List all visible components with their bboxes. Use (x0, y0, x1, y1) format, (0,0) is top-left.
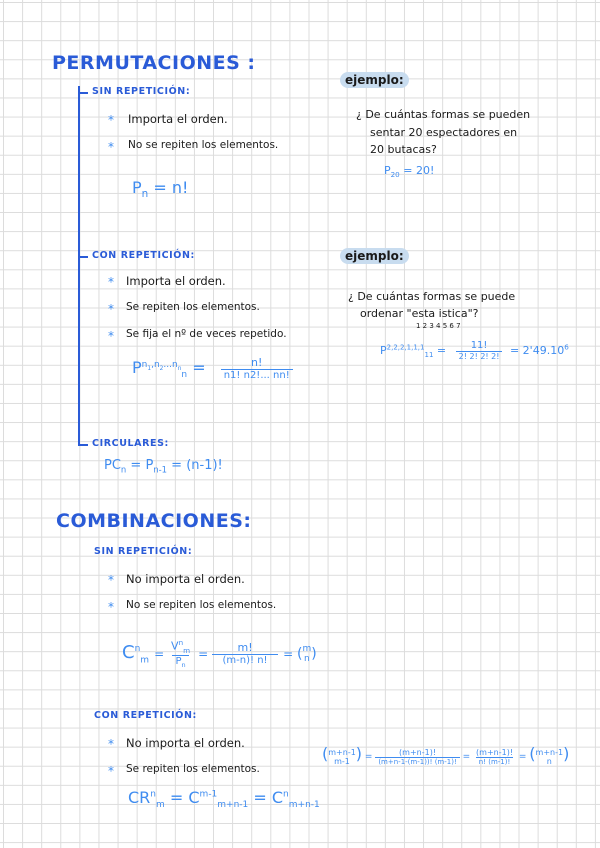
bullet-icon: * (108, 737, 114, 751)
ejemplo-1-question-3: 20 butacas? (370, 143, 437, 156)
bullet-icon: * (108, 113, 114, 127)
bullet-icon: * (108, 764, 114, 778)
ejemplo-2-label: ejemplo: (340, 248, 409, 264)
ejemplo-2-den: 2! 2! 2! 2! (456, 351, 503, 361)
ejemplo-1-question-1: ¿ De cuántas formas se pueden (356, 108, 531, 121)
branch-sin (78, 92, 88, 94)
ejemplo-1-label: ejemplo: (340, 72, 409, 88)
ejemplo-2-num: 11! (470, 340, 488, 351)
perm-sin-bullet-1: Importa el orden. (128, 112, 228, 126)
ejemplo-1-question-2: sentar 20 espectadores en (370, 126, 518, 139)
perm-con-num: n! (251, 356, 263, 369)
comb-con-bullet-2: Se repiten los elementos. (126, 763, 260, 775)
tree-line (78, 86, 80, 446)
combinaciones-title: COMBINACIONES: (56, 510, 252, 532)
ejemplo-2-question-1: ¿ De cuántas formas se puede (348, 290, 516, 303)
comb-con-side-formula: ( m+n-1 m-1 ) = $\frac{(m+n-1)!}{(m+n-1-(m-1))! (m-1)!}$ = $\frac{(m+n-1)!}{n! (m-1)!}$ = ( m+n-1 n ) (322, 744, 570, 766)
perm-circ-formula: $PC_n = P_{n-1} = (n-1)$! (104, 458, 223, 475)
bullet-icon: * (108, 140, 114, 154)
comb-sin-formula: $C^n_m$ = $\frac{V^n_m}{P_n}$ = $\frac{m!}{(m-n)! n!}$ = ( m n ) (122, 638, 317, 669)
ejemplo-2-answer: P$^{2,2,2,1,1,1}_{11}$ = $\frac{11!}{2! 2! 2! 2!}$ = $2'49.10^6$ (380, 340, 569, 361)
perm-con-bullet-2: Se repiten los elementos. (126, 301, 260, 313)
ejemplo-1-answer: $P_{20} = 20$! (384, 164, 435, 180)
perm-sin-formula: $P_n = n$! (132, 178, 189, 201)
perm-sin-label: SIN REPETICIÓN: (92, 86, 191, 97)
perm-con-den: n1! n2!... nn! (221, 369, 293, 381)
perm-con-formula: $P^{n_1,n_2...n_n}_n$ = $\frac{n!}{n1! n2!... nn!}$ (132, 356, 293, 381)
perm-circ-label: CIRCULARES: (92, 438, 169, 449)
perm-con-bullet-3: Se fija el nº de veces repetido. (126, 328, 287, 340)
branch-con (78, 256, 88, 258)
bullet-icon: * (108, 573, 114, 587)
bullet-icon: * (108, 329, 114, 343)
perm-con-label: CON REPETICIÓN: (92, 250, 195, 261)
comb-con-formula: $CR^n_m = C^{m-1}_{m+n-1} = C^n_{m+n-1}$ (128, 788, 320, 811)
perm-sin-bullet-2: No se repiten los elementos. (128, 139, 279, 151)
bullet-icon: * (108, 302, 114, 316)
ejemplo-2-marks: 1 2 3 4 5 6 7 (416, 322, 461, 330)
ejemplo-2-question-2: ordenar "esta istica"? (360, 307, 479, 320)
permutaciones-title: PERMUTACIONES : (52, 52, 256, 74)
comb-sin-bullet-2: No se repiten los elementos. (126, 599, 277, 611)
perm-con-bullet-1: Importa el orden. (126, 274, 226, 288)
branch-circ (78, 444, 88, 446)
comb-sin-bullet-1: No importa el orden. (126, 572, 245, 586)
comb-con-bullet-1: No importa el orden. (126, 736, 245, 750)
comb-sin-label: SIN REPETICIÓN: (94, 546, 193, 557)
bullet-icon: * (108, 600, 114, 614)
bullet-icon: * (108, 275, 114, 289)
comb-con-label: CON REPETICIÓN: (94, 710, 197, 721)
